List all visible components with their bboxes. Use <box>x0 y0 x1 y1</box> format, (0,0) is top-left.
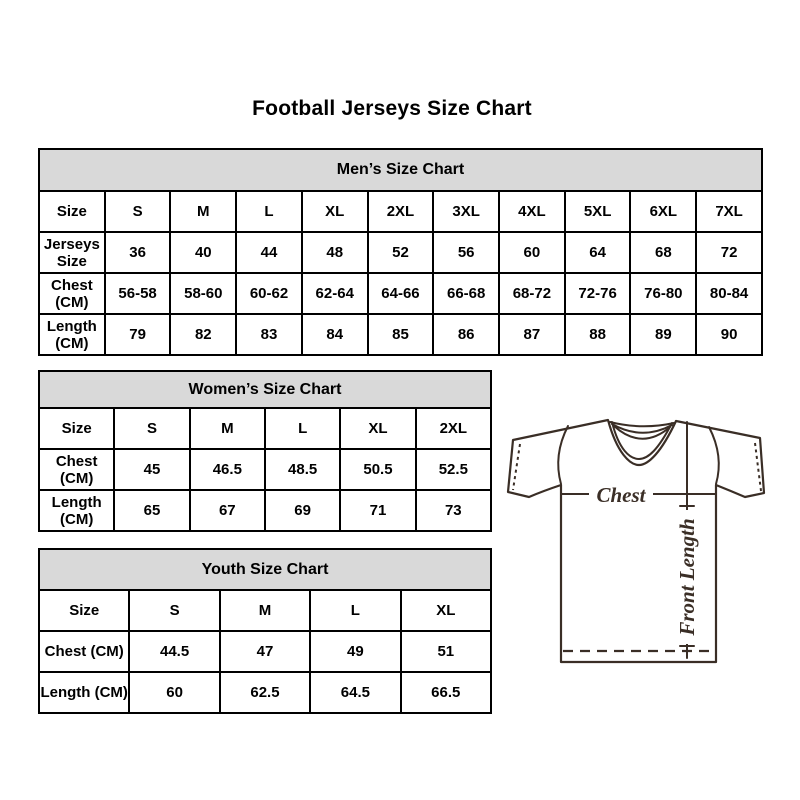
womens-size-table <box>38 370 492 532</box>
value-cell: 2XL <box>416 408 491 449</box>
table-row <box>39 590 491 631</box>
value-cell: 5XL <box>565 191 631 232</box>
value-cell: 89 <box>630 314 696 355</box>
table-row <box>39 273 762 314</box>
value-cell: 60 <box>129 672 219 713</box>
value-cell: 68-72 <box>499 273 565 314</box>
left-sleeve-seam <box>558 426 568 484</box>
row-label-cell: Size <box>39 191 105 232</box>
row-label-cell: Chest (CM) <box>39 631 129 672</box>
row-label-cell: Length (CM) <box>39 314 105 355</box>
value-cell: L <box>236 191 302 232</box>
value-cell: 73 <box>416 490 491 531</box>
value-cell: 48.5 <box>265 449 340 490</box>
value-cell: 2XL <box>368 191 434 232</box>
mens-size-table <box>38 148 763 356</box>
value-cell: 58-60 <box>170 273 236 314</box>
value-cell: 88 <box>565 314 631 355</box>
value-cell: 52 <box>368 232 434 273</box>
value-cell: 67 <box>190 490 265 531</box>
row-label-cell: Size <box>39 408 114 449</box>
value-cell: 50.5 <box>340 449 415 490</box>
value-cell: 7XL <box>696 191 762 232</box>
value-cell: 68 <box>630 232 696 273</box>
row-label-cell: Jerseys Size <box>39 232 105 273</box>
value-cell: 44 <box>236 232 302 273</box>
value-cell: S <box>105 191 171 232</box>
value-cell: 60-62 <box>236 273 302 314</box>
table-header-row <box>39 549 491 590</box>
value-cell: 64-66 <box>368 273 434 314</box>
page-title: Football Jerseys Size Chart <box>252 97 532 120</box>
value-cell: 46.5 <box>190 449 265 490</box>
row-label-cell: Size <box>39 590 129 631</box>
value-cell: 79 <box>105 314 171 355</box>
mens-table-title: Men’s Size Chart <box>39 149 762 191</box>
value-cell: S <box>114 408 189 449</box>
value-cell: 44.5 <box>129 631 219 672</box>
value-cell: L <box>310 590 400 631</box>
value-cell: 48 <box>302 232 368 273</box>
table-header-row <box>39 149 762 191</box>
value-cell: 36 <box>105 232 171 273</box>
value-cell: 69 <box>265 490 340 531</box>
value-cell: 40 <box>170 232 236 273</box>
value-cell: XL <box>340 408 415 449</box>
value-cell: 66-68 <box>433 273 499 314</box>
table-row <box>39 408 491 449</box>
value-cell: 6XL <box>630 191 696 232</box>
right-sleeve-seam <box>709 427 719 484</box>
table-row <box>39 191 762 232</box>
table-row <box>39 449 491 490</box>
value-cell: 3XL <box>433 191 499 232</box>
value-cell: 83 <box>236 314 302 355</box>
value-cell: 82 <box>170 314 236 355</box>
value-cell: 66.5 <box>401 672 491 713</box>
value-cell: 84 <box>302 314 368 355</box>
table-header-row <box>39 371 491 408</box>
value-cell: 72 <box>696 232 762 273</box>
value-cell: 52.5 <box>416 449 491 490</box>
value-cell: 56 <box>433 232 499 273</box>
value-cell: 51 <box>401 631 491 672</box>
value-cell: M <box>190 408 265 449</box>
value-cell: 47 <box>220 631 310 672</box>
value-cell: XL <box>302 191 368 232</box>
youth-size-table <box>38 548 492 714</box>
value-cell: M <box>220 590 310 631</box>
row-label-cell: Length (CM) <box>39 490 114 531</box>
left-cuff-dashed-line <box>513 444 520 490</box>
womens-table-title: Women’s Size Chart <box>39 371 491 408</box>
value-cell: 90 <box>696 314 762 355</box>
youth-table-title: Youth Size Chart <box>39 549 491 590</box>
value-cell: 64 <box>565 232 631 273</box>
value-cell: S <box>129 590 219 631</box>
jersey-measurement-diagram <box>505 413 770 665</box>
value-cell: XL <box>401 590 491 631</box>
jersey-illustration <box>505 413 770 665</box>
value-cell: 87 <box>499 314 565 355</box>
jersey-body-outline <box>508 420 764 662</box>
value-cell: 49 <box>310 631 400 672</box>
value-cell: 4XL <box>499 191 565 232</box>
value-cell: 72-76 <box>565 273 631 314</box>
value-cell: 65 <box>114 490 189 531</box>
row-label-cell: Chest (CM) <box>39 449 114 490</box>
row-label-cell: Length (CM) <box>39 672 129 713</box>
collar-arc-outer <box>610 422 674 426</box>
value-cell: 60 <box>499 232 565 273</box>
value-cell: 56-58 <box>105 273 171 314</box>
value-cell: 64.5 <box>310 672 400 713</box>
table-row <box>39 631 491 672</box>
value-cell: 80-84 <box>696 273 762 314</box>
value-cell: 62-64 <box>302 273 368 314</box>
chest-label: Chest <box>596 483 646 507</box>
value-cell: 71 <box>340 490 415 531</box>
table-row <box>39 314 762 355</box>
front-length-label: Front Length <box>675 518 699 636</box>
value-cell: M <box>170 191 236 232</box>
value-cell: 85 <box>368 314 434 355</box>
table-row <box>39 672 491 713</box>
value-cell: 62.5 <box>220 672 310 713</box>
row-label-cell: Chest (CM) <box>39 273 105 314</box>
value-cell: 76-80 <box>630 273 696 314</box>
table-row <box>39 490 491 531</box>
value-cell: 45 <box>114 449 189 490</box>
table-row <box>39 232 762 273</box>
value-cell: 86 <box>433 314 499 355</box>
value-cell: L <box>265 408 340 449</box>
